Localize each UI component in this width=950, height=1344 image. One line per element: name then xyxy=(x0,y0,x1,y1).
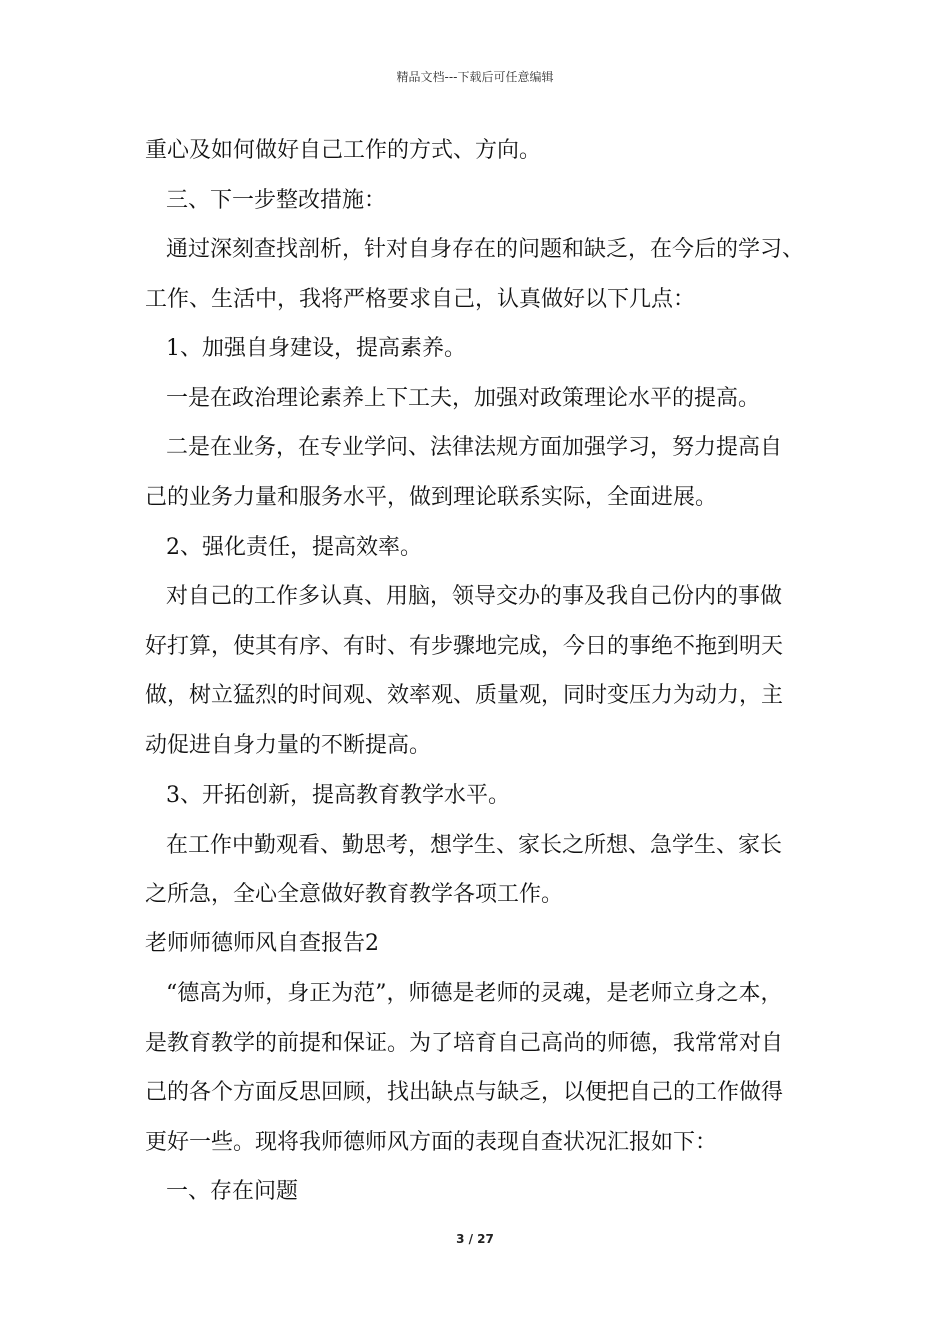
body-line: 是教育教学的前提和保证。为了培育自己高尚的师德，我常常对自 xyxy=(145,1031,784,1056)
body-line: 己的各个方面反思回顾，找出缺点与缺乏，以便把自己的工作做得 xyxy=(145,1080,784,1105)
body-line: 通过深刻查找剖析，针对自身存在的问题和缺乏，在今后的学习、 xyxy=(166,237,805,262)
report-title: 老师师德师风自查报告2 xyxy=(145,931,379,956)
body-line: 在工作中勤观看、勤思考，想学生、家长之所想、急学生、家长 xyxy=(166,833,783,858)
body-line: 之所急，全心全意做好教育教学各项工作。 xyxy=(145,882,564,907)
section-heading: 一、存在问题 xyxy=(166,1179,299,1204)
body-line: 好打算，使其有序、有时、有步骤地完成，今日的事绝不拖到明天 xyxy=(145,634,784,659)
body-line: 工作、生活中，我将严格要求自己，认真做好以下几点： xyxy=(145,287,696,312)
body-line: 二是在业务，在专业学问、法律法规方面加强学习，努力提高自 xyxy=(166,435,783,460)
list-item-heading: 3、开拓创新，提高教育教学水平。 xyxy=(166,783,510,808)
page-header: 精品文档---下载后可任意编辑 xyxy=(396,70,554,84)
body-line: 动促进自身力量的不断提高。 xyxy=(145,733,432,758)
body-line: 对自己的工作多认真、用脑，领导交办的事及我自己份内的事做 xyxy=(166,584,783,609)
body-line: “德高为师，身正为范”，师德是老师的灵魂，是老师立身之本， xyxy=(166,981,783,1006)
body-line: 重心及如何做好自己工作的方式、方向。 xyxy=(145,138,542,163)
body-line: 做，树立猛烈的时间观、效率观、质量观，同时变压力为动力，主 xyxy=(145,683,784,708)
list-item-heading: 2、强化责任，提高效率。 xyxy=(166,535,422,560)
body-line: 更好一些。现将我师德师风方面的表现自查状况汇报如下： xyxy=(145,1130,718,1155)
body-line: 一是在政治理论素养上下工夫，加强对政策理论水平的提高。 xyxy=(166,386,761,411)
page-number: 3 / 27 xyxy=(456,1232,494,1246)
body-line: 己的业务力量和服务水平，做到理论联系实际，全面进展。 xyxy=(145,485,718,510)
section-heading: 三、下一步整改措施： xyxy=(166,188,387,213)
list-item-heading: 1、加强自身建设，提高素养。 xyxy=(166,336,466,361)
